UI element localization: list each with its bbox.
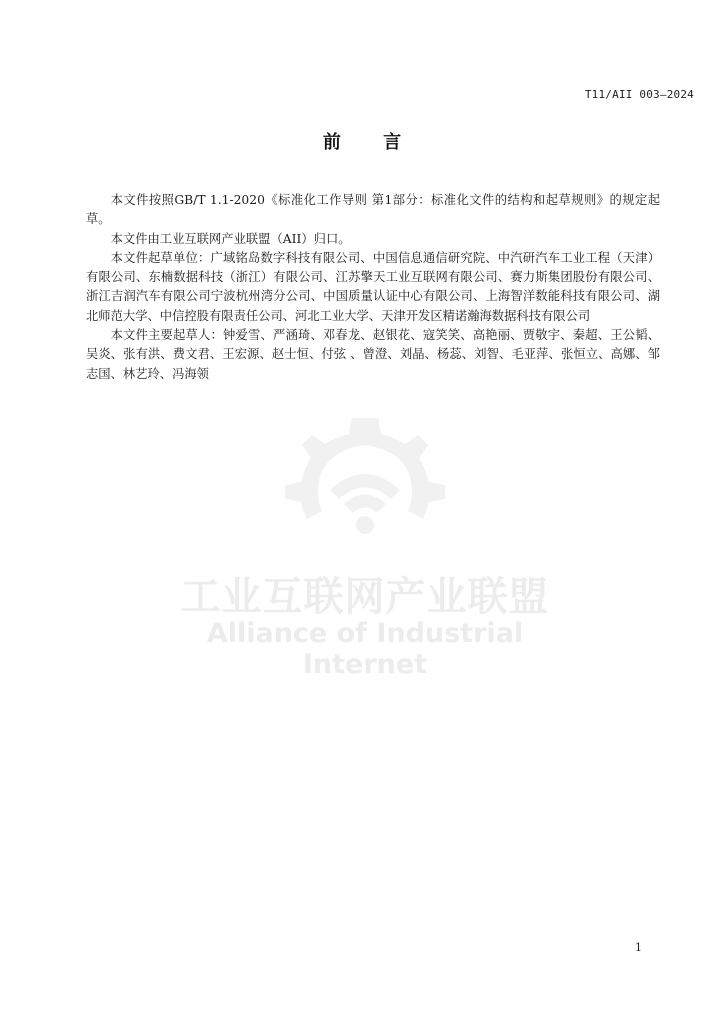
paragraph-administered-by: 本文件由工业互联网产业联盟（AII）归口。 (110, 231, 351, 246)
watermark-chinese-text: 工业互联网产业联盟 (180, 574, 550, 620)
paragraph-drafting-units: 本文件起草单位：广域铭岛数字科技有限公司、中国信息通信研究院、中汽研汽车工业工程（天津）有限公司、东楠数据科技（浙江）有限公司、江苏擎天工业互联网有限公司、赛力斯集团股份有限公司、浙江吉润汽车有限公司宁波杭州湾分公司、中国质量认证中心有限公司、上海智洋数能科技有限公司、湖北师范大学、中信控股有限责任公司、河北工业大学、天津开发区精诺瀚海数据科技有限公司 (86, 250, 660, 323)
page-title: 前 言 (322, 132, 420, 153)
paragraph-main-drafters: 本文件主要起草人：钟爱雪、严涵琦、邓春龙、赵银花、寇笑笑、高艳丽、贾敬宇、秦超、王公韬、吴炎、张有洪、费文君、王宏源、赵士恒、付弦 、曾澄、刘晶、杨蕊、刘智、毛亚萍、张恒立、高娜、邹志国、林艺玲、冯海领 (86, 328, 660, 381)
watermark-english-text: Alliance of Industrial Internet (206, 618, 524, 680)
aii-gear-logo-icon (260, 410, 470, 560)
document-code: T11/AII 003—2024 (584, 88, 694, 101)
paragraph-drafting-rules: 本文件按照GB/T 1.1-2020《标准化工作导则 第1部分：标准化文件的结构和起草规则》的规定起草。 (86, 193, 660, 227)
page-number: 1 (635, 941, 642, 954)
watermark (150, 410, 580, 680)
foreword-body (86, 191, 660, 384)
